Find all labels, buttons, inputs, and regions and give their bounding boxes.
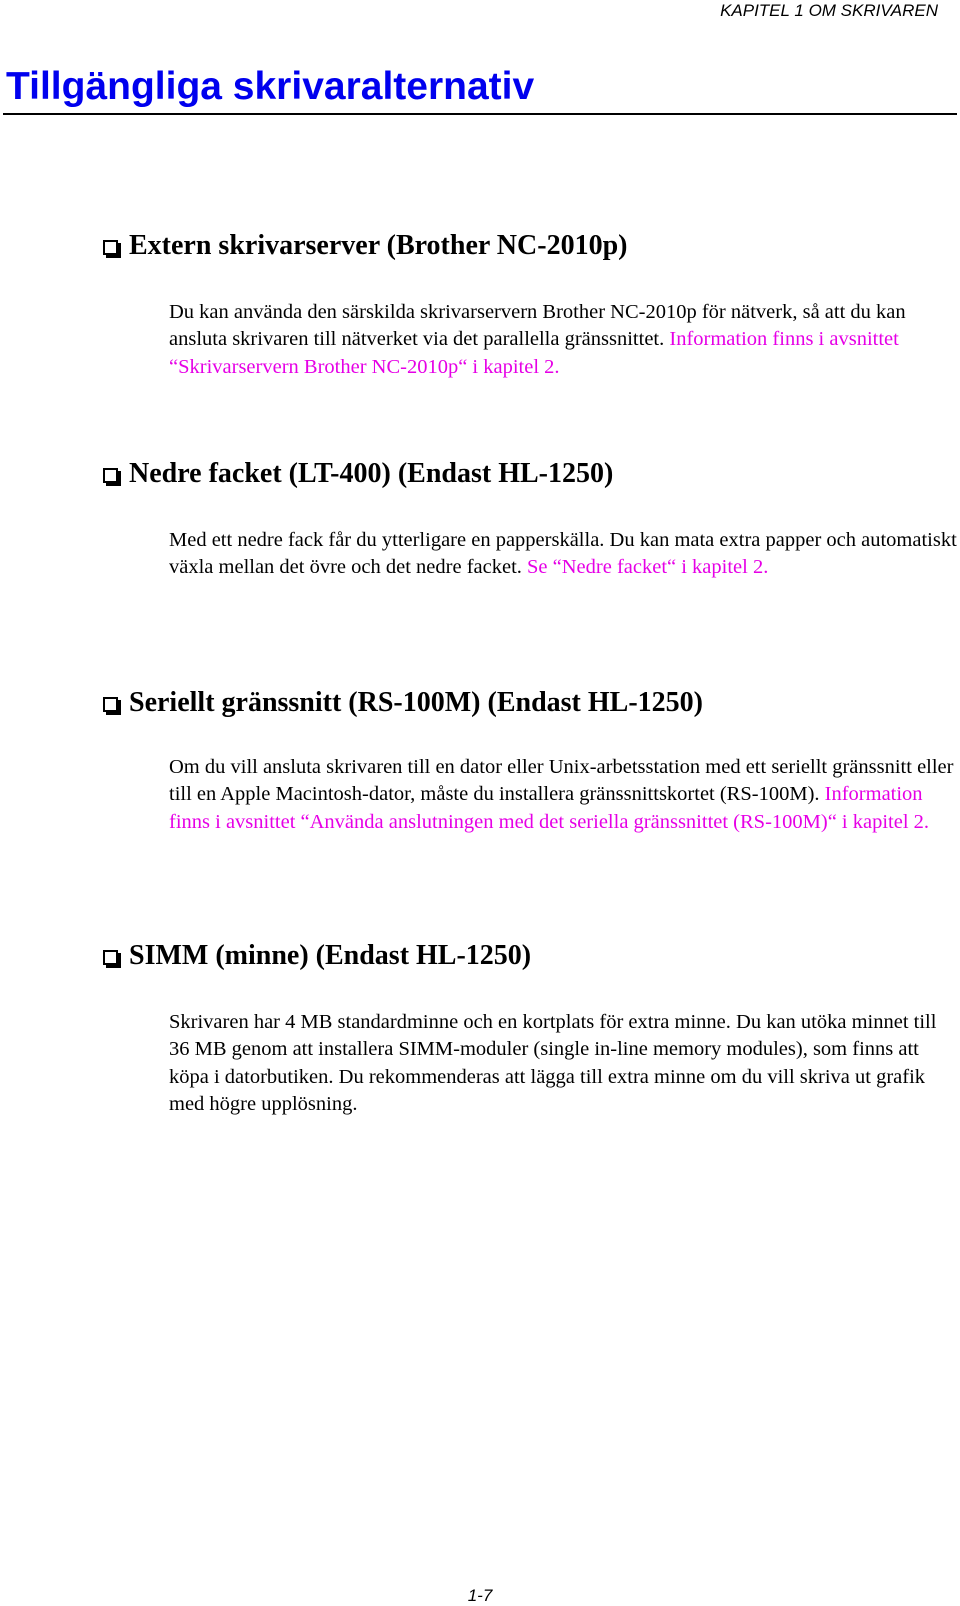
section-heading-text: SIMM (minne) (Endast HL-1250)	[129, 940, 532, 971]
page-number: 1-7	[467, 1586, 493, 1605]
section-body-text: Du kan använda den särskilda skrivarservern Brother NC-2010p för nätverk, så att du kan ansluta skrivaren till nätverket via det parallella gränssnittet.	[169, 301, 906, 351]
cross-reference-link[interactable]: Information finns i avsnittet “Använda anslutningen med det seriella gränssnittet (RS-100M)“ i kapitel 2.	[169, 783, 930, 833]
section-body-text: Skrivaren har 4 MB standardminne och en kortplats för extra minne. Du kan utöka minnet till 36 MB genom att installera SIMM-moduler (single in-line memory modules), som finns att köpa i datorbutiken. Du rekommenderas att lägga till extra minne om du vill skriva ut grafik med högre upplösning.	[169, 1011, 937, 1115]
page-title: Tillgängliga skrivaralternativ	[6, 65, 535, 108]
section-heading-serial-interface	[103, 686, 703, 720]
section-heading-text: Seriellt gränssnitt (RS-100M) (Endast HL-1250)	[129, 687, 703, 718]
section-heading-text: Extern skrivarserver (Brother NC-2010p)	[129, 230, 628, 261]
cross-reference-link[interactable]: Information finns i avsnittet “Skrivarservern Brother NC-2010p“ i kapitel 2.	[169, 328, 899, 378]
checkbox-bullet-icon	[103, 697, 118, 712]
section-body-serial-interface	[169, 754, 959, 836]
cross-reference-link[interactable]: Se “Nedre facket“ i kapitel 2.	[527, 556, 769, 579]
section-heading-text: Nedre facket (LT-400) (Endast HL-1250)	[129, 458, 614, 489]
section-body-lower-tray	[169, 527, 959, 582]
checkbox-bullet-icon	[103, 950, 118, 965]
section-body-text: Med ett nedre fack får du ytterligare en papperskälla. Du kan mata extra papper och automatiskt växla mellan det övre och det nedre facket.	[169, 529, 957, 579]
section-body-text: Om du vill ansluta skrivaren till en dator eller Unix-arbetsstation med ett seriellt gränssnitt eller till en Apple Macintosh-dator, måste du installera gränssnittskortet (RS-100M).	[169, 756, 954, 806]
section-body-simm-memory	[169, 1009, 959, 1118]
section-heading-external-print-server	[103, 229, 627, 263]
chapter-header: KAPITEL 1 OM SKRIVAREN	[720, 1, 938, 20]
section-heading-simm-memory	[103, 939, 531, 973]
section-body-external-print-server	[169, 299, 959, 381]
title-divider	[3, 113, 957, 115]
section-heading-lower-tray	[103, 457, 613, 491]
checkbox-bullet-icon	[103, 468, 118, 483]
checkbox-bullet-icon	[103, 240, 118, 255]
